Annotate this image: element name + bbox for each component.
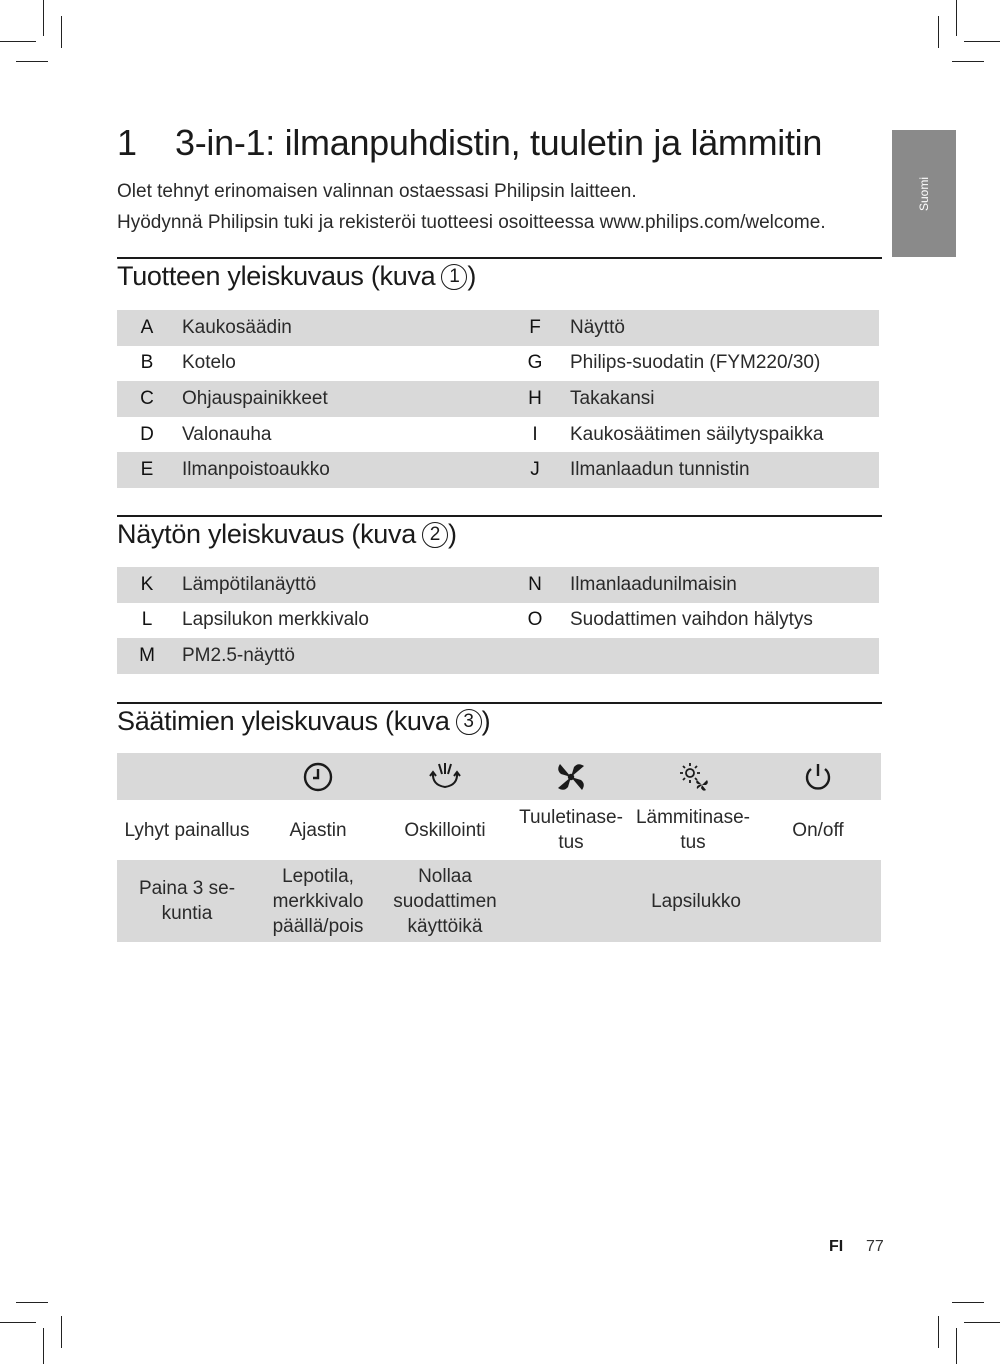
list-row <box>117 346 879 382</box>
figure-ref: 3 <box>456 709 482 735</box>
crop-mark <box>952 61 984 62</box>
heading-text: Näytön yleiskuvaus (kuva <box>117 519 416 549</box>
part-name: Ilmanpoistoaukko <box>182 459 330 481</box>
part-key: O <box>527 609 543 631</box>
crop-mark <box>16 1302 48 1303</box>
figure-ref: 1 <box>441 264 467 290</box>
heading-close: ) <box>467 261 477 291</box>
crop-mark <box>61 1316 62 1348</box>
list-row <box>117 567 879 603</box>
crop-mark <box>43 1328 44 1364</box>
table-cell: Lapsilukko <box>511 860 881 942</box>
crop-mark <box>0 1322 36 1323</box>
part-key: I <box>532 423 538 445</box>
part-key: B <box>140 352 154 374</box>
fan-icon <box>554 760 588 794</box>
table-cell: Lepotila, merkkivalo päällä/pois <box>257 860 379 942</box>
table-cell: Tuuletinase- tus <box>519 807 623 853</box>
section-heading-controls <box>117 706 490 737</box>
crop-mark <box>964 41 1000 42</box>
display-parts-list <box>117 567 879 674</box>
section-divider <box>117 515 882 517</box>
part-name: Takakansi <box>570 387 655 409</box>
list-row <box>117 381 879 417</box>
part-name: Ohjauspainikkeet <box>182 387 328 409</box>
row-label: Paina 3 se- kuntia <box>117 860 257 942</box>
table-cell <box>755 753 881 800</box>
part-name: Kaukosäätimen säilytyspaikka <box>570 423 824 445</box>
heading-close: ) <box>447 519 457 549</box>
crop-mark <box>956 0 957 36</box>
part-name: Suodattimen vaihdon hälytys <box>570 609 813 631</box>
list-row <box>117 452 879 488</box>
table-cell: Ajastin <box>289 819 347 841</box>
part-key: J <box>530 459 540 481</box>
part-name: Näyttö <box>570 316 625 338</box>
table-row <box>117 753 881 800</box>
controls-table <box>117 753 881 942</box>
part-name: Ilmanlaadunilmaisin <box>570 573 737 595</box>
chapter-title: 3-in-1: ilmanpuhdistin, tuuletin ja lämmitin <box>175 122 823 163</box>
part-key: F <box>529 316 541 338</box>
part-key: M <box>139 644 155 666</box>
chapter-number: 1 <box>117 122 137 163</box>
table-cell <box>631 753 755 800</box>
part-key: D <box>140 423 154 445</box>
crop-mark <box>938 1316 939 1348</box>
part-name: Lämpötilanäyttö <box>182 573 317 595</box>
list-row <box>117 638 879 674</box>
table-cell <box>511 753 631 800</box>
table-row <box>117 860 881 942</box>
table-cell <box>117 753 257 800</box>
list-row <box>117 310 879 346</box>
language-tab <box>892 130 956 257</box>
part-key: N <box>528 573 542 595</box>
section-heading-display <box>117 519 457 550</box>
product-parts-list <box>117 310 879 488</box>
section-heading-product <box>117 261 476 292</box>
heading-text: Säätimien yleiskuvaus (kuva <box>117 706 450 736</box>
power-icon <box>802 761 834 793</box>
list-row <box>117 417 879 453</box>
intro-line-1: Olet tehnyt erinomaisen valinnan ostaessasi Philipsin laitteen. <box>117 181 637 202</box>
table-cell <box>257 753 379 800</box>
crop-mark <box>952 1302 984 1303</box>
part-name: PM2.5-näyttö <box>182 644 295 666</box>
part-key: H <box>528 387 542 409</box>
crop-mark <box>964 1322 1000 1323</box>
section-divider <box>117 257 882 259</box>
table-cell: Nollaa suodattimen käyttöikä <box>379 860 511 942</box>
heater-icon <box>676 760 710 794</box>
part-key: K <box>140 573 154 595</box>
list-row <box>117 603 879 639</box>
table-row <box>117 800 881 860</box>
crop-mark <box>0 41 36 42</box>
part-name: Lapsilukon merkkivalo <box>182 609 369 631</box>
page-number: 77 <box>866 1238 884 1255</box>
crop-mark <box>43 0 44 36</box>
part-name: Valonauha <box>182 423 272 445</box>
table-cell: On/off <box>792 819 844 841</box>
table-cell: Oskillointi <box>404 819 486 841</box>
crop-mark <box>956 1328 957 1364</box>
part-name: Ilmanlaadun tunnistin <box>570 459 750 481</box>
part-key: G <box>527 352 543 374</box>
crop-mark <box>16 61 48 62</box>
crop-mark <box>938 16 939 48</box>
part-name: Kaukosäädin <box>182 316 292 338</box>
page-title <box>117 122 822 164</box>
intro-line-2: Hyödynnä Philipsin tuki ja rekisteröi tuotteesi osoitteessa www.philips.com/welcome. <box>117 212 826 233</box>
figure-ref: 2 <box>422 522 448 548</box>
language-tab-label: Suomi <box>916 176 931 211</box>
row-label: Lyhyt painallus <box>124 819 250 841</box>
table-cell <box>379 753 511 800</box>
heading-close: ) <box>481 706 491 736</box>
heading-text: Tuotteen yleiskuvaus (kuva <box>117 261 436 291</box>
timer-icon <box>302 761 334 793</box>
part-key: C <box>140 387 154 409</box>
part-key: L <box>141 609 153 631</box>
oscillation-icon <box>428 760 462 794</box>
part-name: Kotelo <box>182 352 236 374</box>
part-key: A <box>140 316 154 338</box>
footer-language: FI <box>829 1238 844 1255</box>
table-cell: Lämmitinase- tus <box>635 807 751 853</box>
part-key: E <box>140 459 154 481</box>
section-divider <box>117 702 882 704</box>
part-name: Philips-suodatin (FYM220/30) <box>570 352 821 374</box>
crop-mark <box>61 16 62 48</box>
